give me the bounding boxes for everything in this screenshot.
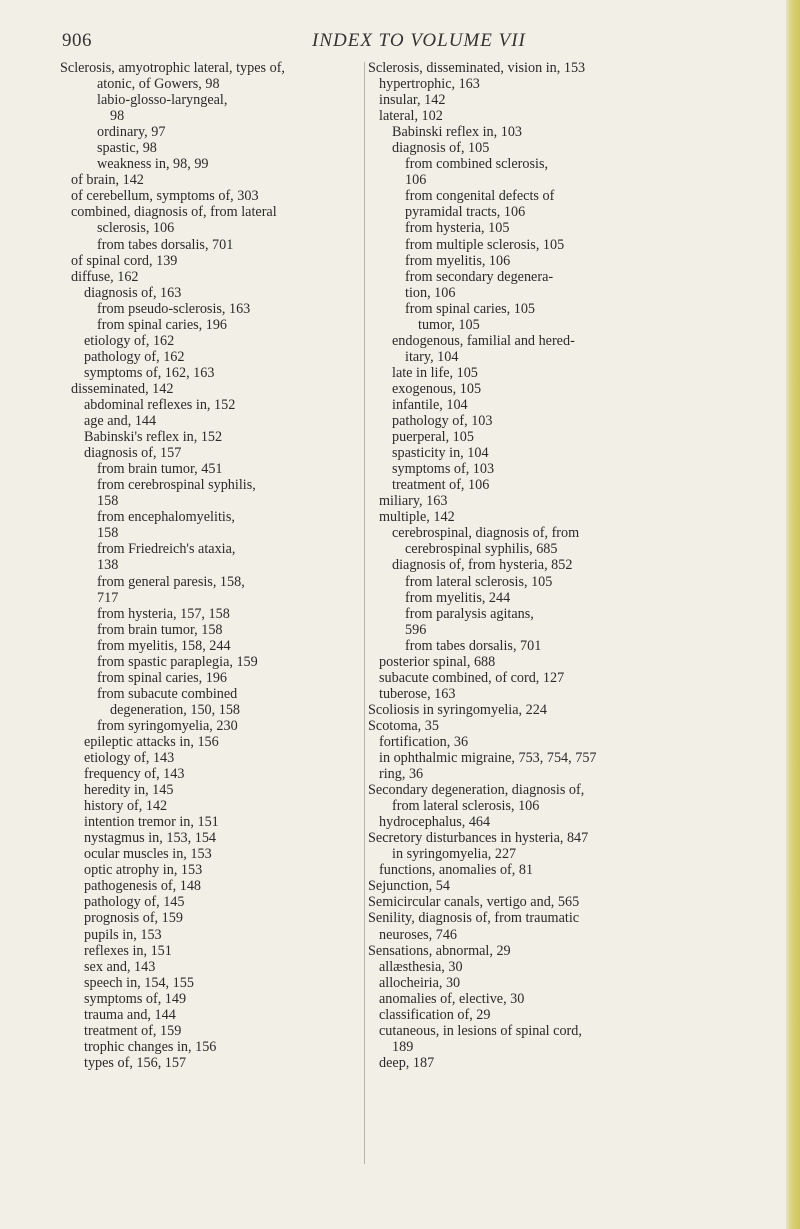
index-entry: posterior spinal, 688 [379,653,496,670]
index-entry: symptoms of, 162, 163 [84,364,215,381]
index-entry: from lateral sclerosis, 105 [405,573,553,590]
index-entry: from tabes dorsalis, 701 [405,637,542,654]
index-entry: from pseudo-sclerosis, 163 [97,300,251,317]
index-entry: trauma and, 144 [84,1006,176,1023]
index-entry: tumor, 105 [418,316,480,333]
index-entry: weakness in, 98, 99 [97,156,209,173]
index-heading: Sclerosis, amyotrophic lateral, types of, [60,60,285,76]
index-entry: pyramidal tracts, 106 [405,204,526,221]
index-entry: combined, diagnosis of, from lateral [71,204,277,221]
index-entry: age and, 144 [84,413,157,430]
index-entry: history of, 142 [84,798,168,815]
index-entry: multiple, 142 [379,509,455,526]
index-entry: from spinal caries, 196 [97,669,228,686]
index-entry: from syringomyelia, 230 [97,717,238,734]
index-entry: itary, 104 [405,348,459,365]
index-entry: diagnosis of, 105 [392,140,490,157]
index-entry: allocheiria, 30 [379,974,461,991]
index-entry: symptoms of, 149 [84,990,187,1007]
index-entry: from spastic paraplegia, 159 [97,653,258,670]
index-entry: of spinal cord, 139 [71,252,178,269]
index-entry: diagnosis of, 157 [84,445,182,462]
index-entry: cerebrospinal, diagnosis of, from [392,525,580,542]
index-entry: pathology of, 162 [84,348,185,365]
index-entry: ring, 36 [379,766,424,783]
index-entry: late in life, 105 [392,364,478,381]
index-entry: types of, 156, 157 [84,1054,187,1071]
index-entry: intention tremor in, 151 [84,814,219,831]
index-entry: from combined sclerosis, [405,156,549,173]
index-entry: abdominal reflexes in, 152 [84,396,236,413]
index-entry: from hysteria, 105 [405,220,510,237]
index-entry: from general paresis, 158, [97,573,245,590]
index-entry: puerperal, 105 [392,429,474,446]
index-entry: reflexes in, 151 [84,942,172,959]
index-heading: Sclerosis, disseminated, vision in, 153 [368,60,586,76]
page-edge [786,0,800,1229]
index-entry: allæsthesia, 30 [379,958,463,975]
column-divider [364,62,365,1164]
index-entry: pathology of, 103 [392,413,493,430]
index-heading: Secretory disturbances in hysteria, 847 [368,830,589,847]
index-entry: etiology of, 162 [84,332,175,349]
index-entry: from encephalomyelitis, [97,509,235,526]
index-entry: spastic, 98 [97,140,157,157]
index-entry: frequency of, 143 [84,766,185,783]
index-entry: sex and, 143 [84,958,156,975]
index-entry: classification of, 29 [379,1006,491,1023]
index-entry: disseminated, 142 [71,380,174,397]
index-entry: from paralysis agitans, [405,605,534,622]
index-entry: etiology of, 143 [84,750,175,767]
index-entry: from hysteria, 157, 158 [97,605,230,622]
index-entry: in ophthalmic migraine, 753, 754, 757 [379,750,597,767]
index-entry: 158 [97,493,119,510]
index-entry: sclerosis, 106 [97,220,175,237]
index-heading: Sejunction, 54 [368,878,450,895]
index-entry: optic atrophy in, 153 [84,862,203,879]
index-entry: Babinski reflex in, 103 [392,124,523,141]
index-entry: treatment of, 159 [84,1022,182,1039]
index-entry: hypertrophic, 163 [379,76,480,93]
index-entry: from Friedreich's ataxia, [97,541,236,558]
index-entry: tion, 106 [405,284,456,301]
index-entry: functions, anomalies of, 81 [379,862,534,879]
index-entry: from cerebrospinal syphilis, [97,477,256,494]
index-entry: subacute combined, of cord, 127 [379,669,565,686]
index-entry: cerebrospinal syphilis, 685 [405,541,558,558]
index-entry: spasticity in, 104 [392,445,489,462]
index-entry: labio-glosso-laryngeal, [97,92,228,109]
index-entry: atonic, of Gowers, 98 [97,76,220,93]
index-entry: from brain tumor, 451 [97,461,223,478]
index-entry: speech in, 154, 155 [84,974,194,991]
index-entry: from lateral sclerosis, 106 [392,798,540,815]
index-entry: neuroses, 746 [379,926,458,943]
page-number: 906 [62,30,92,51]
index-entry: diffuse, 162 [71,268,139,285]
index-entry: 98 [110,108,125,125]
index-entry: epileptic attacks in, 156 [84,733,219,750]
index-entry: 189 [392,1038,414,1055]
index-entry: from myelitis, 106 [405,252,511,269]
index-entry: exogenous, 105 [392,380,482,397]
index-entry: degeneration, 150, 158 [110,701,241,718]
index-entry: from secondary degenera- [405,268,554,285]
index-entry: lateral, 102 [379,108,443,125]
index-heading: Scotoma, 35 [368,717,439,734]
index-entry: of cerebellum, symptoms of, 303 [71,188,259,205]
index-entry: anomalies of, elective, 30 [379,990,525,1007]
index-entry: from congenital defects of [405,188,555,205]
index-heading: Secondary degeneration, diagnosis of, [368,782,585,799]
index-entry: insular, 142 [379,92,446,109]
index-entry: from subacute combined [97,685,238,702]
index-entry: of brain, 142 [71,172,144,189]
index-entry: pupils in, 153 [84,926,162,943]
index-entry: from brain tumor, 158 [97,621,223,638]
index-entry: from myelitis, 158, 244 [97,637,231,654]
page-header [0,30,800,56]
index-entry: nystagmus in, 153, 154 [84,830,217,847]
index-entry: cutaneous, in lesions of spinal cord, [379,1022,582,1039]
index-entry: 717 [97,589,119,606]
index-entry: from multiple sclerosis, 105 [405,236,565,253]
index-entry: 596 [405,621,427,638]
index-entry: symptoms of, 103 [392,461,495,478]
index-entry: pathogenesis of, 148 [84,878,202,895]
index-entry: treatment of, 106 [392,477,490,494]
index-entry: fortification, 36 [379,733,469,750]
index-entry: pathology of, 145 [84,894,185,911]
index-entry: infantile, 104 [392,396,468,413]
index-column-right [368,60,760,1071]
index-entry: ocular muscles in, 153 [84,846,212,863]
index-entry: ordinary, 97 [97,124,166,141]
index-entry: from spinal caries, 196 [97,316,228,333]
index-entry: diagnosis of, 163 [84,284,182,301]
index-entry: miliary, 163 [379,493,448,510]
index-entry: prognosis of, 159 [84,910,183,927]
index-heading: Scoliosis in syringomyelia, 224 [368,701,547,718]
index-entry: tuberose, 163 [379,685,456,702]
index-entry: endogenous, familial and hered- [392,332,575,349]
index-heading: Sensations, abnormal, 29 [368,942,511,959]
index-entry: 106 [405,172,427,189]
running-title: INDEX TO VOLUME VII [312,30,526,51]
index-entry: 138 [97,557,119,574]
index-entry: from tabes dorsalis, 701 [97,236,234,253]
index-entry: Babinski's reflex in, 152 [84,429,223,446]
index-entry: from myelitis, 244 [405,589,511,606]
index-heading: Senility, diagnosis of, from traumatic [368,910,580,927]
index-entry: trophic changes in, 156 [84,1038,217,1055]
index-entry: from spinal caries, 105 [405,300,536,317]
index-entry: diagnosis of, from hysteria, 852 [392,557,573,574]
index-heading: Semicircular canals, vertigo and, 565 [368,894,580,911]
index-column-left [60,60,362,1071]
index-entry: 158 [97,525,119,542]
index-entry: heredity in, 145 [84,782,174,799]
index-entry: hydrocephalus, 464 [379,814,491,831]
index-entry: in syringomyelia, 227 [392,846,517,863]
index-entry: deep, 187 [379,1054,435,1071]
